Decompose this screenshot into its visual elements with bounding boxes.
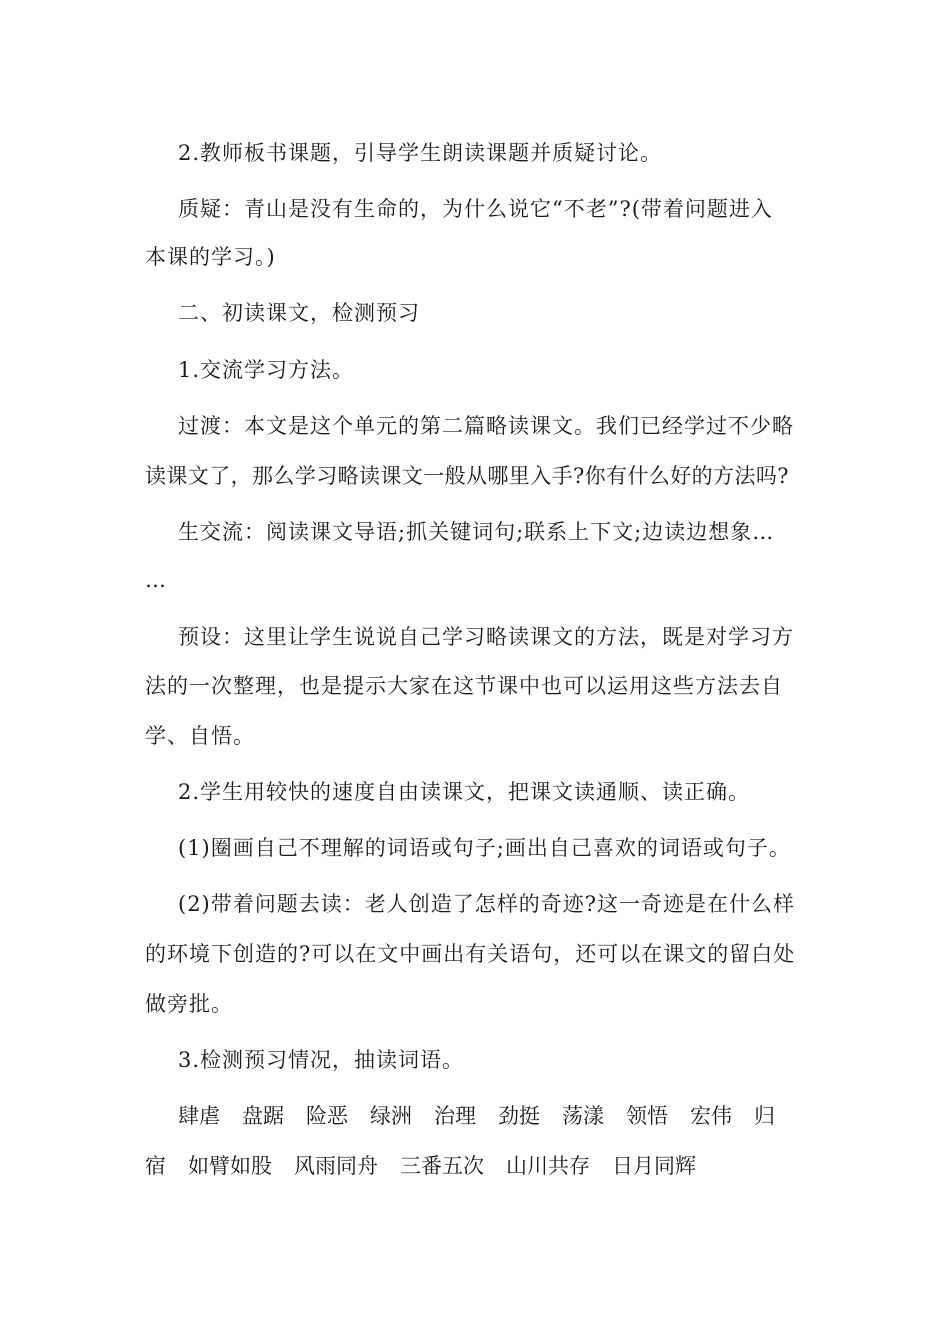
paragraph-continuation: 本课的学习。) xyxy=(145,245,276,269)
paragraph-continuation: 法的一次整理，也是提示大家在这节课中也可以运用这些方法去自 xyxy=(145,674,783,698)
vocab-word: 风雨同舟 xyxy=(294,1154,378,1178)
vocab-word: 宿 xyxy=(145,1154,166,1178)
vocab-list-line-1 xyxy=(178,1101,858,1131)
vocab-word: 宏伟 xyxy=(690,1104,732,1128)
paragraph: 质疑：青山是没有生命的，为什么说它“不老”?(带着问题进入 xyxy=(178,197,773,221)
vocab-word: 劲挺 xyxy=(498,1104,540,1128)
paragraph-continuation: 做旁批。 xyxy=(145,992,233,1016)
vocab-word: 三番五次 xyxy=(400,1154,484,1178)
vocab-word: 归 xyxy=(754,1104,775,1128)
vocab-list-line-2 xyxy=(145,1151,825,1181)
paragraph-continuation: 读课文了，那么学习略读课文一般从哪里入手?你有什么好的方法吗? xyxy=(145,464,789,488)
paragraph: 2.学生用较快的速度自由读课文，把课文读通顺、读正确。 xyxy=(178,780,751,804)
vocab-word: 日月同辉 xyxy=(612,1154,696,1178)
paragraph: (1)圈画自己不理解的词语或句子;画出自己喜欢的词语或句子。 xyxy=(178,836,791,860)
paragraph: 3.检测预习情况，抽读词语。 xyxy=(178,1048,465,1072)
vocab-word: 治理 xyxy=(434,1104,476,1128)
paragraph-continuation: 学、自悟。 xyxy=(145,724,255,748)
vocab-word: 山川共存 xyxy=(506,1154,590,1178)
paragraph: 预设：这里让学生说说自己学习略读课文的方法，既是对学习方 xyxy=(178,625,794,649)
paragraph-continuation: 的环境下创造的?可以在文中画出有关语句，还可以在课文的留白处 xyxy=(145,942,796,966)
paragraph: (2)带着问题去读：老人创造了怎样的奇迹?这一奇迹是在什么样 xyxy=(178,892,796,916)
section-heading: 二、初读课文，检测预习 xyxy=(178,301,420,325)
paragraph-continuation: … xyxy=(145,568,167,592)
vocab-word: 荡漾 xyxy=(562,1104,604,1128)
paragraph: 1.交流学习方法。 xyxy=(178,358,355,382)
vocab-word: 领悟 xyxy=(626,1104,668,1128)
vocab-word: 险恶 xyxy=(306,1104,348,1128)
paragraph: 过渡：本文是这个单元的第二篇略读课文。我们已经学过不少略 xyxy=(178,414,794,438)
paragraph: 生交流：阅读课文导语;抓关键词句;联系上下文;边读边想象… xyxy=(178,520,775,544)
vocab-word: 盘踞 xyxy=(242,1104,284,1128)
paragraph: 2.教师板书课题，引导学生朗读课题并质疑讨论。 xyxy=(178,141,663,165)
vocab-word: 如臂如股 xyxy=(188,1154,272,1178)
vocab-word: 绿洲 xyxy=(370,1104,412,1128)
vocab-word: 肆虐 xyxy=(178,1104,220,1128)
